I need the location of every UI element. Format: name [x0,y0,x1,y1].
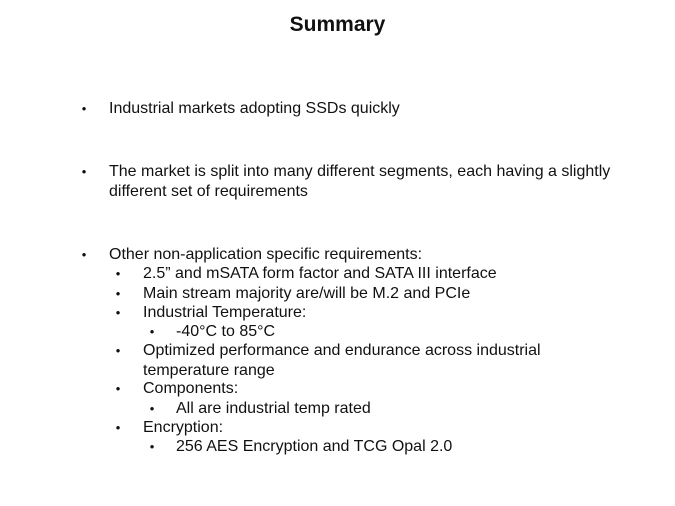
bullet-icon: • [81,164,87,179]
bullet-text: -40°C to 85°C [176,323,276,340]
bullet-text: The market is split into many different segments, each having a slightly different set of requirements [109,163,611,200]
bullet-text: Industrial Temperature: [143,304,307,321]
sub-bullet-industrial-temperature [115,303,623,323]
bullet-text: All are industrial temp rated [176,400,371,417]
sub-bullet-form-factor [115,264,623,284]
bullet-icon: • [81,247,87,262]
sub-bullet-encryption [115,418,623,438]
sub-sub-bullet-aes-encryption [149,437,616,457]
bullet-item-markets-adopting [81,99,629,119]
bullet-icon: • [149,324,155,339]
bullet-icon: • [149,439,155,454]
bullet-text: 256 AES Encryption and TCG Opal 2.0 [176,438,453,455]
bullet-text: Components: [143,380,239,397]
sub-bullet-optimized-performance [115,341,623,381]
sub-sub-bullet-temperature-range [149,322,616,342]
slide-title: Summary [289,13,386,36]
bullet-icon: • [115,305,121,320]
bullet-text: 2.5” and mSATA form factor and SATA III interface [143,265,497,282]
bullet-text: Main stream majority are/will be M.2 and PCIe [143,285,471,302]
bullet-icon: • [115,381,121,396]
bullet-icon: • [115,343,121,358]
bullet-item-market-segments [81,162,629,202]
bullet-item-other-requirements [81,245,629,265]
sub-bullet-components [115,379,623,399]
sub-sub-bullet-temp-rated [149,399,616,419]
bullet-text: Encryption: [143,419,224,436]
sub-bullet-main-stream [115,284,623,304]
bullet-text: Industrial markets adopting SSDs quickly [109,100,400,117]
bullet-icon: • [115,286,121,301]
bullet-text: Optimized performance and endurance across industrial temperature range [143,342,541,379]
bullet-icon: • [149,401,155,416]
bullet-icon: • [115,420,121,435]
bullet-icon: • [81,101,87,116]
bullet-text: Other non-application specific requirements: [109,246,423,263]
bullet-icon: • [115,266,121,281]
